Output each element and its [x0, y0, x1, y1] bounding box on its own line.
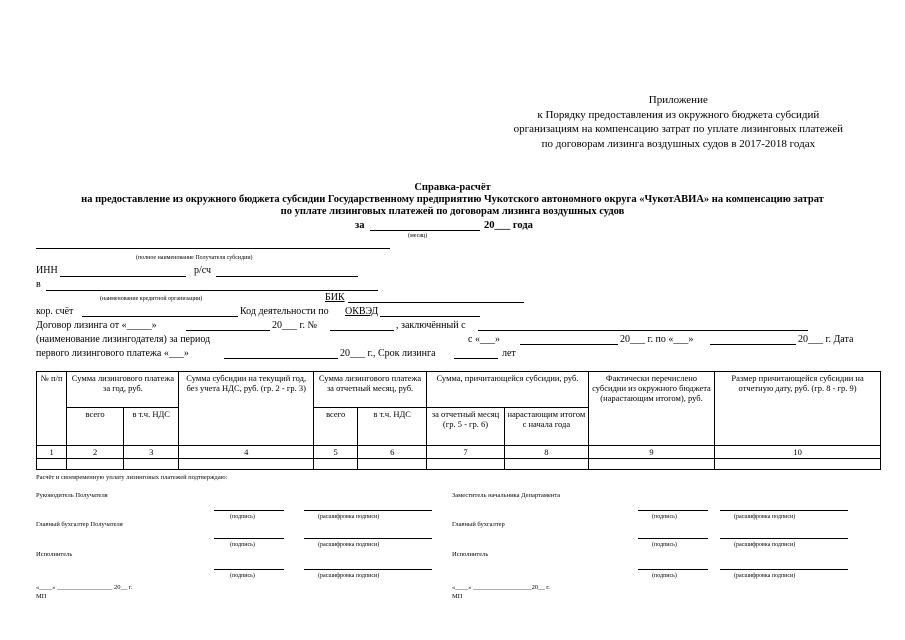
date-line: «____» __________________20__ г. [452, 584, 550, 591]
title-line: на предоставление из окружного бюджета субсидии Государственному предприятию Чукотского автономного округа «ЧукотАВИА» на компенсацию затрат [81, 194, 824, 205]
executor-sign-field[interactable] [214, 569, 284, 570]
decode-caption: (расшифровка подписи) [734, 573, 796, 579]
col-num: 5 [313, 446, 357, 459]
executor2-label: Исполнитель [452, 551, 489, 558]
col-vat-header: в т.ч. НДС [358, 408, 427, 446]
seal-label: МП [36, 593, 47, 600]
inn-field[interactable] [60, 276, 186, 277]
contract-year: 20___ г. № [272, 320, 318, 331]
col-num: 7 [427, 446, 505, 459]
first-payment-label: первого лизингового платежа «___» [36, 348, 189, 359]
deputy-decode-field[interactable] [720, 510, 848, 511]
corr-field[interactable] [82, 316, 238, 317]
col-subsidy-year-header: Сумма субсидии на текущий год, без учета НДС, руб. (гр. 2 - гр. 3) [179, 372, 313, 446]
col-num: 3 [123, 446, 179, 459]
col-num: 10 [715, 446, 881, 459]
okved-field[interactable] [380, 316, 480, 317]
bank-caption: (наименование кредитной организации) [100, 296, 203, 302]
bik-field[interactable] [348, 302, 524, 303]
lessor-field[interactable] [478, 330, 808, 331]
period-from-field[interactable] [520, 344, 618, 345]
head-decode-field[interactable] [304, 510, 432, 511]
appendix-block [514, 93, 843, 151]
period-from: с «___» [468, 334, 500, 345]
col-num: 4 [179, 446, 313, 459]
chief-acc-label: Главный бухгалтер Получателя [36, 521, 123, 528]
period-to-field[interactable] [710, 344, 796, 345]
subsidy-table [36, 371, 881, 470]
deputy-sign-field[interactable] [638, 510, 708, 511]
decode-caption: (расшифровка подписи) [734, 542, 796, 548]
chief-acc-decode-field[interactable] [304, 538, 432, 539]
chief-acc-sign-field[interactable] [214, 538, 284, 539]
appendix-line: по договорам лизинга воздушных судов в 2017-2018 годах [541, 137, 816, 150]
first-payment-year: 20___ г., Срок лизинга [340, 348, 436, 359]
col-total-header: всего [313, 408, 357, 446]
sign-caption: (подпись) [652, 542, 677, 548]
concluded-label: , заключённый с [396, 320, 466, 331]
month-field[interactable] [370, 230, 480, 231]
corr-label: кор. счёт [36, 306, 74, 317]
col-num: 8 [504, 446, 588, 459]
contract-date-field[interactable] [186, 330, 270, 331]
decode-caption: (расшифровка подписи) [734, 514, 796, 520]
lessor-label: (наименование лизингодателя) за период [36, 334, 211, 345]
executor2-decode-field[interactable] [720, 569, 848, 570]
col-remaining-header: Размер причитающейся субсидии на отчетную дату, руб. (гр. 8 - гр. 9) [715, 372, 881, 446]
chief-acc2-decode-field[interactable] [720, 538, 848, 539]
col-total-header: всего [67, 408, 124, 446]
sign-caption: (подпись) [230, 542, 255, 548]
col-num: 6 [358, 446, 427, 459]
year-label: 20___ года [484, 220, 533, 231]
executor2-sign-field[interactable] [638, 569, 708, 570]
first-payment-field[interactable] [224, 358, 338, 359]
contract-number-field[interactable] [330, 330, 394, 331]
executor-decode-field[interactable] [304, 569, 432, 570]
col-num: 9 [588, 446, 714, 459]
col-vat-header: в т.ч. НДС [123, 408, 179, 446]
decode-caption: (расшифровка подписи) [318, 514, 380, 520]
document-title [0, 182, 905, 218]
table-row[interactable] [37, 459, 881, 470]
chief-acc2-label: Главный бухгалтер [452, 521, 505, 528]
inn-label: ИНН [36, 265, 58, 276]
appendix-line: организациям на компенсацию затрат по уплате лизинговых платежей [513, 123, 843, 135]
account-label: р/сч [194, 265, 212, 276]
bik-label: БИК [325, 292, 345, 303]
contract-label: Договор лизинга от «_____» [36, 320, 157, 331]
decode-caption: (расшифровка подписи) [318, 542, 380, 548]
month-caption: (месяц) [408, 233, 428, 239]
col-num: 1 [37, 446, 67, 459]
column-numbers-row [37, 446, 881, 459]
head-label: Руководитель Получателя [36, 492, 108, 499]
bank-prefix: в [36, 279, 41, 290]
col-actual-header: Фактически перечислено субсидии из окружного бюджета (нарастающим итогом), руб. [588, 372, 714, 446]
sign-caption: (подпись) [230, 573, 255, 579]
col-no-header: № п/п [37, 372, 67, 446]
lease-term-field[interactable] [454, 358, 498, 359]
title-line: по уплате лизинговых платежей по договорам лизинга воздушных судов [280, 206, 625, 217]
appendix-line: к Порядку предоставления из окружного бюджета субсидий [537, 108, 820, 121]
period-to: 20___ г. по «___» [620, 334, 694, 345]
recipient-caption: (полное наименование Получателя субсидии) [136, 255, 253, 261]
title-main: Справка-расчёт [414, 182, 491, 193]
okved-label: ОКВЭД [345, 306, 379, 317]
account-field[interactable] [216, 276, 358, 277]
decode-caption: (расшифровка подписи) [318, 573, 380, 579]
col-payment-header: Сумма лизингового платежа за год, руб. [67, 372, 179, 408]
col-payment-month-header: Сумма лизингового платежа за отчетный месяц, руб. [313, 372, 426, 408]
period-year2: 20___ г. Дата [798, 334, 854, 345]
head-sign-field[interactable] [214, 510, 284, 511]
executor-label: Исполнитель [36, 551, 73, 558]
recipient-field[interactable] [36, 248, 390, 249]
chief-acc2-sign-field[interactable] [638, 538, 708, 539]
bank-field[interactable] [46, 290, 378, 291]
seal-label: МП [452, 593, 463, 600]
deputy-label: Заместитель начальника Департамента [452, 492, 561, 499]
confirm-text: Расчёт и своевременную уплату лизинговых платежей подтверждаю: [36, 474, 228, 481]
col-due-cum-header: нарастающим итогом с начала года [504, 408, 588, 446]
sign-caption: (подпись) [652, 573, 677, 579]
sign-caption: (подпись) [652, 514, 677, 520]
col-due-header: Сумма, причитающейся субсидии, руб. [427, 372, 589, 408]
sign-caption: (подпись) [230, 514, 255, 520]
activity-label: Код деятельности по [240, 306, 329, 317]
period-label: за [355, 220, 365, 231]
years-label: лет [502, 348, 516, 359]
col-due-month-header: за отчетный месяц (гр. 5 - гр. 6) [427, 408, 505, 446]
col-num: 2 [67, 446, 124, 459]
date-line: «____» _________________ 20__ г. [36, 584, 133, 591]
appendix-title: Приложение [648, 94, 708, 106]
